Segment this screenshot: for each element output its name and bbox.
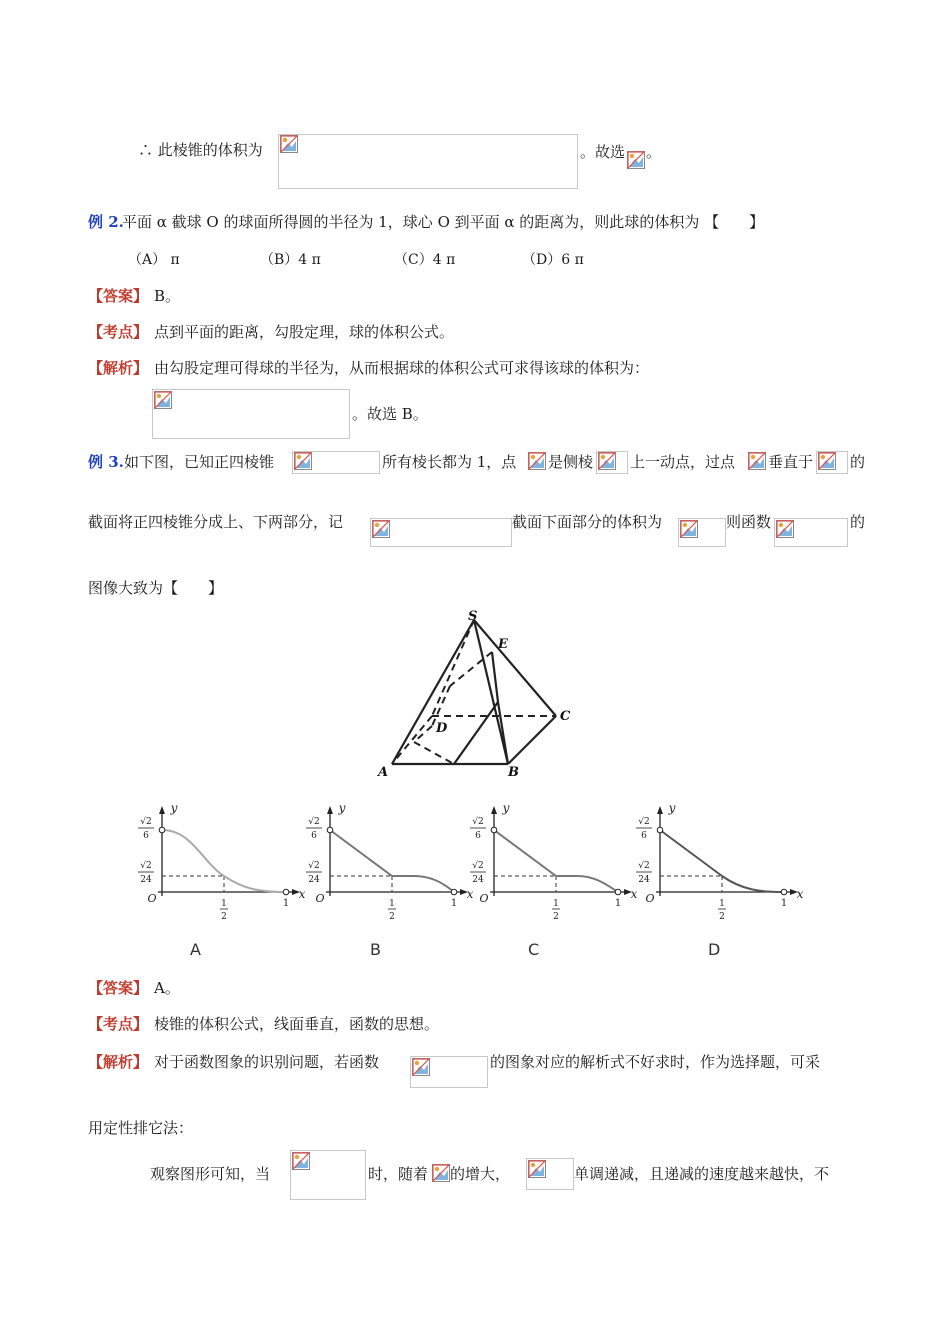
tick-label-low-num: √2 xyxy=(472,861,484,871)
tick-label-top-den: 6 xyxy=(475,831,481,841)
y-axis-arrow xyxy=(327,806,333,814)
label-c: C xyxy=(560,709,571,724)
volume-line-prefix: ∴ 此棱锥的体积为 xyxy=(138,141,263,159)
tick-label-top-den: 6 xyxy=(641,831,647,841)
analysis-label: 【解析】 xyxy=(88,359,149,377)
broken-image-icon xyxy=(627,151,645,169)
ex3-text-1d: 上一动点，过点 xyxy=(630,453,736,471)
y-axis-label: y xyxy=(170,801,178,815)
function-graph-c xyxy=(454,798,644,938)
tick-label-low-den: 24 xyxy=(308,875,320,885)
formula-placeholder xyxy=(370,518,512,547)
example-2-label: 例 2. xyxy=(88,213,124,231)
broken-image-icon xyxy=(748,452,766,470)
origin-label: O xyxy=(645,892,655,905)
tick-label-low-num: √2 xyxy=(308,861,320,871)
point-label: 【考点】 xyxy=(88,1015,149,1033)
tick-label-top-den: 6 xyxy=(311,831,317,841)
answer-text: B。 xyxy=(154,287,181,305)
tick-label-low-den: 24 xyxy=(638,875,650,885)
tick-label-half-den: 2 xyxy=(221,912,227,922)
broken-image-icon xyxy=(680,520,698,538)
function-curve xyxy=(330,830,454,892)
x-axis-label: x xyxy=(466,887,474,901)
graph-caption-b: B xyxy=(370,940,381,959)
broken-image-icon xyxy=(818,452,836,470)
tick-label-one: 1 xyxy=(450,898,458,909)
option-c: （C）4 π xyxy=(394,252,456,268)
option-a: （A） π xyxy=(128,252,180,268)
tick-label-one: 1 xyxy=(614,898,622,909)
y-axis-label: y xyxy=(502,801,510,815)
option-d: （D）6 π xyxy=(522,252,584,268)
graph-caption-a: A xyxy=(190,940,201,959)
x-axis-label: x xyxy=(796,887,804,901)
ex3-text-1b: 所有棱长都为 1，点 xyxy=(382,453,517,471)
ex3-text-3: 图像大致为【 】 xyxy=(88,579,224,597)
tick-label-top-num: √2 xyxy=(472,817,484,827)
broken-image-icon xyxy=(776,520,794,538)
tick-label-low-num: √2 xyxy=(140,861,152,871)
function-curve xyxy=(660,830,784,892)
analysis-label: 【解析】 xyxy=(88,1053,149,1071)
tick-label-top-num: √2 xyxy=(140,817,152,827)
formula-placeholder xyxy=(152,389,350,439)
label-d: D xyxy=(436,721,448,736)
x-axis-label: x xyxy=(630,887,638,901)
broken-image-icon xyxy=(528,452,546,470)
tick-label-half-den: 2 xyxy=(389,912,395,922)
function-graph-d xyxy=(620,798,810,938)
answer-label: 【答案】 xyxy=(88,979,149,997)
function-graph-b xyxy=(290,798,480,938)
origin-label: O xyxy=(479,892,489,905)
y-axis-label: y xyxy=(668,801,676,815)
broken-image-icon xyxy=(432,1164,450,1182)
analysis-text-3d: 单调递减，且递减的速度越来越快，不 xyxy=(574,1165,830,1183)
tick-label-one: 1 xyxy=(282,898,290,909)
graph-caption-d: D xyxy=(708,940,721,959)
label-a: A xyxy=(378,765,389,780)
open-endpoint xyxy=(159,827,165,833)
label-e: E xyxy=(498,637,508,652)
label-s: S xyxy=(468,609,478,624)
tick-label-half-den: 2 xyxy=(719,912,725,922)
open-endpoint xyxy=(327,827,333,833)
point-label: 【考点】 xyxy=(88,323,149,341)
broken-image-icon xyxy=(292,1152,310,1170)
analysis-text: 由勾股定理可得球的半径为，从而根据球的体积公式可求得该球的体积为： xyxy=(154,359,650,377)
y-axis-arrow xyxy=(159,806,165,814)
label-b: B xyxy=(508,765,519,780)
broken-image-icon xyxy=(372,520,390,538)
ex3-text-2c: 则函数 xyxy=(726,513,772,531)
broken-image-icon xyxy=(528,1160,546,1178)
y-axis-label: y xyxy=(338,801,346,815)
broken-image-icon xyxy=(154,391,172,409)
tick-label-top-num: √2 xyxy=(308,817,320,827)
tick-label-half-num: 1 xyxy=(221,899,227,909)
tick-label-low-den: 24 xyxy=(472,875,484,885)
answer-text: A。 xyxy=(154,979,180,997)
y-axis-arrow xyxy=(657,806,663,814)
formula-placeholder xyxy=(278,134,578,189)
example-3-label: 例 3. xyxy=(88,453,124,471)
y-axis-arrow xyxy=(491,806,497,814)
answer-label: 【答案】 xyxy=(88,287,149,305)
open-endpoint xyxy=(657,827,663,833)
ex3-text-1a: 如下图，已知正四棱锥 xyxy=(124,453,275,471)
function-curve xyxy=(494,830,618,892)
option-b: （B）4 π xyxy=(260,252,321,268)
tick-label-half-num: 1 xyxy=(553,899,559,909)
ex3-text-2b: 截面下面部分的体积为 xyxy=(512,513,663,531)
analysis-text-3b: 时，随着 xyxy=(368,1165,429,1183)
open-endpoint xyxy=(781,889,787,895)
tick-label-half-num: 1 xyxy=(719,899,725,909)
analysis-text-b: 的图象对应的解析式不好求时，作为选择题，可采 xyxy=(490,1053,821,1071)
open-endpoint xyxy=(491,827,497,833)
tick-label-half-den: 2 xyxy=(553,912,559,922)
example-2-question: 平面 α 截球 O 的球面所得圆的半径为 1，球心 O 到平面 α 的距离为，则此球的体积为 【 】 xyxy=(122,213,765,231)
choose-text: 。故选 xyxy=(580,143,626,161)
tick-label-one: 1 xyxy=(780,898,788,909)
ex3-text-2a: 截面将正四棱锥分成上、下两部分，记 xyxy=(88,513,344,531)
analysis-text-3a: 观察图形可知，当 xyxy=(150,1165,271,1183)
graph-caption-c: C xyxy=(528,940,540,959)
x-axis-label: x xyxy=(298,887,306,901)
broken-image-icon xyxy=(412,1058,430,1076)
origin-label: O xyxy=(315,892,325,905)
broken-image-icon xyxy=(280,135,298,153)
origin-label: O xyxy=(147,892,157,905)
tick-label-low-num: √2 xyxy=(638,861,650,871)
analysis-text-2: 用定性排它法： xyxy=(88,1119,194,1137)
function-graph-a xyxy=(122,798,312,938)
tick-label-low-den: 24 xyxy=(140,875,152,885)
line-end: 。 xyxy=(646,143,662,161)
ex3-text-1f: 的 xyxy=(850,453,866,471)
analysis-text-3c: 的增大， xyxy=(450,1165,511,1183)
pyramid-figure xyxy=(370,608,580,783)
function-curve xyxy=(162,830,286,892)
tick-label-top-den: 6 xyxy=(143,831,149,841)
open-endpoint xyxy=(283,889,289,895)
analysis-end: 。故选 B。 xyxy=(352,405,428,423)
analysis-text-a: 对于函数图象的识别问题，若函数 xyxy=(154,1053,380,1071)
ex3-text-2d: 的 xyxy=(850,513,866,531)
broken-image-icon xyxy=(294,452,312,470)
broken-image-icon xyxy=(598,452,616,470)
point-text: 棱锥的体积公式，线面垂直，函数的思想。 xyxy=(154,1015,440,1033)
tick-label-half-num: 1 xyxy=(389,899,395,909)
ex3-text-1c: 是侧棱 xyxy=(548,453,594,471)
tick-label-top-num: √2 xyxy=(638,817,650,827)
ex3-text-1e: 垂直于 xyxy=(768,453,814,471)
point-text: 点到平面的距离，勾股定理，球的体积公式。 xyxy=(154,323,455,341)
